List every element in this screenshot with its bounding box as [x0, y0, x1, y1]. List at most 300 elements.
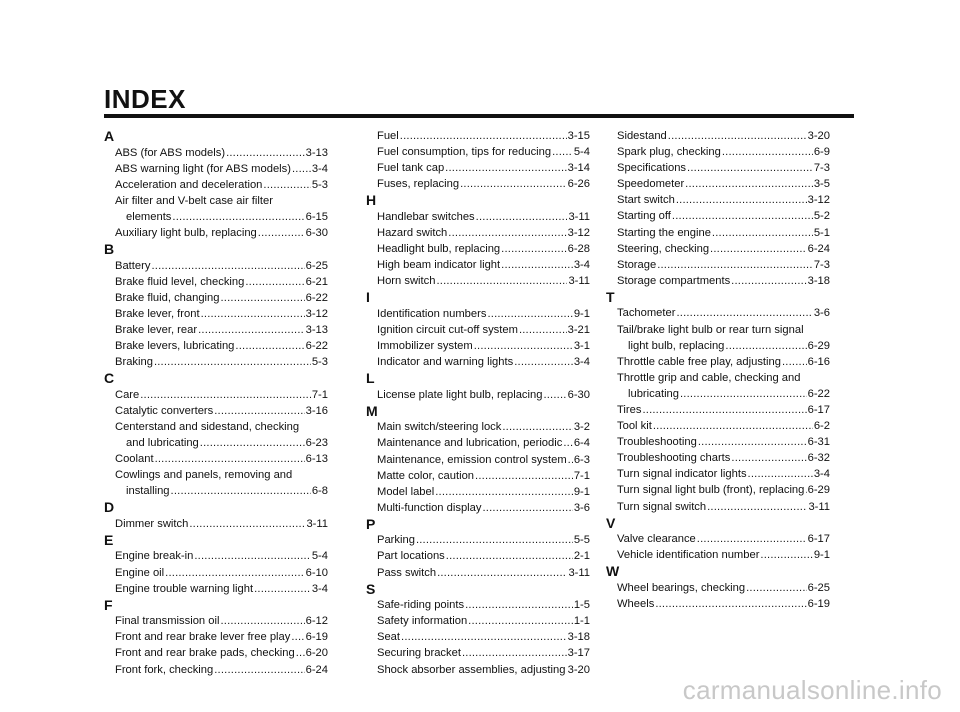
- index-entry[interactable]: [366, 500, 590, 516]
- index-entry-text: Multi-function display: [377, 501, 482, 514]
- index-entry-line: [115, 419, 328, 435]
- index-entry[interactable]: [606, 176, 830, 192]
- index-entry[interactable]: [366, 484, 590, 500]
- index-entry-text: Safe-riding points: [377, 599, 465, 612]
- page-number[interactable]: 3-1: [573, 340, 590, 353]
- index-entry-line: [115, 645, 328, 661]
- dot-leader: [655, 596, 806, 612]
- page-number[interactable]: 6-24: [305, 663, 328, 676]
- dot-leader: [401, 629, 567, 645]
- page-number[interactable]: 3-11: [808, 500, 830, 513]
- index-entry-line: [377, 176, 590, 192]
- dot-leader: [725, 338, 806, 354]
- index-letter-heading: I: [366, 289, 370, 306]
- index-entry[interactable]: [606, 305, 830, 321]
- page-number[interactable]: 5-3: [311, 356, 328, 369]
- index-entry-text: Front and rear brake pads, checking: [115, 647, 295, 660]
- index-entry-text: Fuel: [377, 130, 399, 142]
- page-number[interactable]: 3-17: [567, 647, 590, 660]
- index-entry[interactable]: [366, 209, 590, 225]
- index-entry-text: Matte color, caution: [377, 469, 475, 482]
- dot-leader: [291, 629, 304, 645]
- page-number[interactable]: 6-24: [807, 242, 830, 255]
- dot-leader: [475, 468, 573, 484]
- index-entry-text: Start switch: [617, 194, 675, 207]
- index-entry-line: [617, 322, 830, 338]
- dot-leader: [200, 435, 305, 451]
- index-entry[interactable]: [366, 322, 590, 338]
- page-number[interactable]: 3-20: [807, 130, 830, 142]
- page-number[interactable]: 3-6: [573, 501, 590, 514]
- index-entry-line: [617, 434, 830, 450]
- index-entry[interactable]: [366, 452, 590, 468]
- page-number[interactable]: 6-15: [305, 210, 328, 223]
- page-number[interactable]: 3-4: [573, 259, 590, 272]
- index-entry-line: [377, 500, 590, 516]
- dot-leader: [296, 645, 305, 661]
- watermark: carmanualsonline.info: [682, 675, 942, 705]
- page-number[interactable]: 7-3: [813, 162, 830, 175]
- index-entry-text: Coolant: [115, 453, 154, 466]
- dot-leader: [707, 499, 807, 515]
- dot-leader: [722, 144, 813, 160]
- index-entry[interactable]: [366, 645, 590, 661]
- page-number[interactable]: 6-12: [305, 615, 328, 628]
- index-entry-text: Tail/brake light bulb or rear turn signal: [617, 323, 804, 336]
- index-entry[interactable]: [104, 419, 328, 451]
- page-number[interactable]: 6-25: [807, 581, 830, 594]
- page-number[interactable]: 9-1: [573, 485, 590, 498]
- index-entry-line: [617, 338, 830, 354]
- page-number[interactable]: 6-21: [305, 275, 328, 288]
- index-entry[interactable]: [104, 629, 328, 645]
- dot-leader: [482, 500, 572, 516]
- index-entry-text: Storage compartments: [617, 274, 731, 287]
- page-number[interactable]: 6-19: [305, 631, 328, 644]
- index-entry-text: Part locations: [377, 550, 445, 563]
- page-number[interactable]: 5-1: [813, 226, 830, 239]
- index-entry-text: Storage: [617, 258, 657, 271]
- index-entry-line: [115, 565, 328, 581]
- page-number[interactable]: 3-12: [567, 226, 590, 239]
- index-entry-line: [377, 241, 590, 257]
- index-entry-text: Maintenance and lubrication, periodic: [377, 437, 563, 450]
- index-entry[interactable]: [366, 306, 590, 322]
- index-entry[interactable]: [104, 145, 328, 161]
- dot-leader: [519, 322, 567, 338]
- index-entry[interactable]: [366, 160, 590, 176]
- index-entry[interactable]: [606, 547, 830, 563]
- page-number[interactable]: 7-1: [573, 469, 590, 482]
- index-entry-line: [377, 273, 590, 289]
- index-entry-text: Tachometer: [617, 307, 676, 320]
- index-entry-text: Handlebar switches: [377, 210, 475, 223]
- index-entry-line: [377, 435, 590, 451]
- index-entry-text: Brake lever, front: [115, 307, 200, 320]
- page-number[interactable]: 6-30: [567, 388, 590, 401]
- dot-leader: [151, 258, 304, 274]
- index-entry[interactable]: [104, 387, 328, 403]
- page-number[interactable]: 6-22: [807, 387, 830, 400]
- index-entry[interactable]: [606, 580, 830, 596]
- index-entry[interactable]: [606, 257, 830, 273]
- dot-leader: [292, 161, 311, 177]
- index-entry-line: [617, 225, 830, 241]
- index-entry[interactable]: [104, 290, 328, 306]
- index-entry-line: [115, 338, 328, 354]
- index-letter-heading: E: [104, 531, 114, 548]
- page-number[interactable]: 6-32: [807, 452, 830, 465]
- page-number[interactable]: 6-19: [807, 597, 830, 610]
- page-number[interactable]: 3-12: [807, 194, 830, 207]
- index-entry[interactable]: [104, 193, 328, 225]
- dot-leader: [514, 354, 573, 370]
- index-entry-line: [377, 128, 590, 144]
- index-entry-line: [115, 548, 328, 564]
- index-entry[interactable]: [606, 241, 830, 257]
- index-entry-line: [115, 322, 328, 338]
- index-entry[interactable]: [366, 435, 590, 451]
- page-number[interactable]: 7-1: [311, 388, 328, 401]
- page-number[interactable]: 3-18: [807, 274, 830, 287]
- page-number[interactable]: 1-1: [573, 615, 590, 628]
- index-entry[interactable]: [606, 273, 830, 289]
- dot-leader: [563, 435, 572, 451]
- index-entry-text: Specifications: [617, 162, 687, 175]
- index-entry-line: [377, 225, 590, 241]
- page-number[interactable]: 9-1: [573, 307, 590, 320]
- index-entry[interactable]: [104, 258, 328, 274]
- index-entry-text: Immobilizer system: [377, 340, 473, 353]
- index-entry[interactable]: [104, 581, 328, 597]
- index-entry-line: [377, 387, 590, 403]
- index-entry[interactable]: [366, 257, 590, 273]
- index-entry-text: Dimmer switch: [115, 517, 189, 530]
- index-entry-line: [377, 532, 590, 548]
- dot-leader: [672, 208, 813, 224]
- page-number[interactable]: 6-2: [813, 420, 830, 433]
- index-entry[interactable]: [104, 516, 328, 532]
- index-entry-text: Throttle cable free play, adjusting: [617, 355, 781, 368]
- page-number[interactable]: 6-8: [311, 485, 328, 498]
- page-number[interactable]: 6-30: [305, 226, 328, 239]
- index-entry[interactable]: [366, 629, 590, 645]
- index-entry[interactable]: [104, 161, 328, 177]
- dot-leader: [687, 160, 813, 176]
- page-number[interactable]: 6-22: [305, 340, 328, 353]
- page-number[interactable]: 3-2: [573, 421, 590, 434]
- page-number[interactable]: 3-4: [311, 582, 328, 595]
- index-entry[interactable]: [606, 596, 830, 612]
- index-entry-line: [377, 452, 590, 468]
- dot-leader: [214, 403, 304, 419]
- dot-leader: [155, 451, 305, 467]
- index-entry[interactable]: [606, 531, 830, 547]
- index-entry[interactable]: [606, 208, 830, 224]
- index-entry[interactable]: [104, 322, 328, 338]
- index-entry-text: Parking: [377, 534, 415, 547]
- page-number[interactable]: 6-23: [305, 437, 328, 449]
- index-entry[interactable]: [104, 306, 328, 322]
- page-number[interactable]: 6-29: [807, 484, 830, 497]
- index-entry[interactable]: [366, 338, 590, 354]
- dot-leader: [445, 160, 566, 176]
- index-entry[interactable]: [366, 144, 590, 160]
- index-entry-line: [617, 450, 830, 466]
- index-entry-text: Steering, checking: [617, 242, 710, 255]
- dot-leader: [653, 418, 813, 434]
- page-number[interactable]: 3-11: [568, 210, 590, 223]
- index-entry-text: Turn signal indicator lights: [617, 468, 747, 481]
- page-number[interactable]: 6-17: [807, 404, 830, 416]
- index-entry-text: installing: [126, 485, 170, 498]
- dot-leader: [400, 128, 567, 144]
- page-number[interactable]: 3-11: [568, 275, 590, 288]
- page-number[interactable]: 9-1: [813, 549, 830, 562]
- dot-leader: [220, 613, 304, 629]
- dot-leader: [731, 450, 806, 466]
- index-entry[interactable]: [104, 354, 328, 370]
- page-number[interactable]: 3-21: [567, 323, 590, 336]
- page-number[interactable]: 3-4: [573, 356, 590, 369]
- page-number[interactable]: 3-12: [305, 307, 328, 320]
- index-entry-line: [377, 209, 590, 225]
- index-entry-text: Troubleshooting: [617, 436, 697, 449]
- index-entry[interactable]: [606, 225, 830, 241]
- index-entry-text: Brake levers, lubricating: [115, 340, 235, 353]
- index-entry-line: [115, 662, 328, 678]
- index-entry[interactable]: [104, 548, 328, 564]
- index-entry-text: Turn signal light bulb (front), replacing: [617, 484, 805, 497]
- index-entry[interactable]: [366, 548, 590, 564]
- index-entry[interactable]: [606, 499, 830, 515]
- index-entry-text: High beam indicator light: [377, 259, 501, 272]
- index-entry[interactable]: [606, 482, 830, 498]
- index-entry-text: Air filter and V-belt case air filter: [115, 194, 273, 207]
- index-entry[interactable]: [606, 128, 830, 144]
- page-number[interactable]: 5-3: [311, 178, 328, 191]
- index-entry[interactable]: [104, 177, 328, 193]
- page-number[interactable]: 3-13: [305, 323, 328, 336]
- index-entry-text: Brake lever, rear: [115, 323, 198, 336]
- dot-leader: [657, 257, 813, 273]
- page-number[interactable]: 6-22: [305, 291, 328, 304]
- index-entry-line: [115, 613, 328, 629]
- dot-leader: [552, 144, 573, 160]
- index-entry[interactable]: [104, 565, 328, 581]
- index-entry[interactable]: [606, 322, 830, 354]
- page-number[interactable]: 6-16: [807, 355, 830, 368]
- index-entry-text: ABS warning light (for ABS models): [115, 162, 291, 175]
- index-entry-text: Vehicle identification number: [617, 549, 760, 562]
- index-entry[interactable]: [366, 565, 590, 581]
- index-entry[interactable]: [366, 225, 590, 241]
- index-entry-text: Fuel tank cap: [377, 162, 445, 175]
- page-number[interactable]: 3-11: [568, 566, 590, 579]
- index-entry[interactable]: [366, 613, 590, 629]
- index-entry[interactable]: [366, 532, 590, 548]
- index-letter-heading: M: [366, 402, 378, 419]
- index-entry[interactable]: [366, 128, 590, 144]
- page-title: INDEX: [104, 84, 186, 114]
- title-rule: [104, 114, 854, 118]
- page-number[interactable]: 6-28: [567, 243, 590, 256]
- dot-leader: [501, 257, 573, 273]
- index-entry-text: Acceleration and deceleration: [115, 178, 263, 191]
- index-entry-text: Engine oil: [115, 566, 165, 579]
- index-entry-line: [115, 467, 328, 483]
- page-number[interactable]: 3-5: [813, 178, 830, 191]
- index-entry-text: Fuses, replacing: [377, 178, 460, 191]
- index-entry[interactable]: [366, 662, 590, 678]
- index-entry[interactable]: [104, 274, 328, 290]
- index-entry[interactable]: [366, 273, 590, 289]
- index-entry-line: [617, 482, 830, 498]
- index-entry-text: Ignition circuit cut-off system: [377, 323, 518, 336]
- index-entry-text: Fuel consumption, tips for reducing: [377, 146, 552, 159]
- index-entry[interactable]: [606, 434, 830, 450]
- index-entry[interactable]: [366, 387, 590, 403]
- page-number[interactable]: 3-4: [813, 468, 830, 481]
- index-entry-line: [115, 209, 328, 225]
- index-entry-line: [377, 548, 590, 564]
- index-entry-line: [115, 354, 328, 370]
- index-entry[interactable]: [606, 418, 830, 434]
- index-entry-text: elements: [126, 210, 172, 223]
- page-number[interactable]: 3-4: [311, 162, 328, 175]
- page-number[interactable]: 6-25: [305, 259, 328, 272]
- index-entry-text: Centerstand and sidestand, checking: [115, 420, 300, 433]
- page-number[interactable]: 6-13: [305, 453, 328, 466]
- index-entry-text: Headlight bulb, replacing: [377, 243, 501, 256]
- index-letter-heading: V: [606, 514, 616, 531]
- page-number[interactable]: 2-1: [573, 550, 590, 563]
- dot-leader: [194, 548, 310, 564]
- page-number[interactable]: 3-20: [567, 663, 590, 676]
- page-number[interactable]: 3-18: [567, 631, 590, 644]
- dot-leader: [220, 290, 304, 306]
- index-entry[interactable]: [366, 597, 590, 613]
- index-entry[interactable]: [104, 338, 328, 354]
- dot-leader: [676, 305, 812, 321]
- index-entry[interactable]: [366, 176, 590, 192]
- dot-leader: [172, 209, 304, 225]
- index-entry[interactable]: [606, 466, 830, 482]
- index-letter-heading: T: [606, 288, 615, 305]
- index-entry[interactable]: [606, 354, 830, 370]
- dot-leader: [487, 306, 572, 322]
- page-number[interactable]: 6-29: [807, 339, 830, 352]
- index-entry[interactable]: [606, 370, 830, 402]
- index-entry-line: [377, 468, 590, 484]
- index-entry[interactable]: [104, 451, 328, 467]
- page-number[interactable]: 6-3: [573, 453, 590, 466]
- page-number[interactable]: 3-16: [305, 404, 328, 417]
- index-entry-text: Indicator and warning lights: [377, 356, 514, 369]
- dot-leader: [226, 145, 305, 161]
- page-number[interactable]: 5-4: [311, 550, 328, 563]
- page-number[interactable]: 6-26: [567, 178, 590, 191]
- dot-leader: [805, 482, 806, 498]
- dot-leader: [642, 402, 806, 418]
- dot-leader: [460, 176, 567, 192]
- index-entry[interactable]: [104, 645, 328, 661]
- index-entry[interactable]: [366, 468, 590, 484]
- index-entry-text: Engine break-in: [115, 550, 194, 563]
- index-entry[interactable]: [104, 403, 328, 419]
- index-entry-line: [377, 662, 590, 678]
- index-letter-heading: F: [104, 596, 113, 613]
- page-number[interactable]: 6-10: [305, 566, 328, 579]
- index-letter-heading: A: [104, 128, 115, 144]
- page-number[interactable]: 3-14: [567, 162, 590, 175]
- page-number[interactable]: 5-5: [573, 534, 590, 547]
- index-entry-line: [115, 629, 328, 645]
- index-entry-text: Tires: [617, 404, 642, 416]
- index-entry[interactable]: [606, 402, 830, 418]
- index-entry-line: [115, 516, 328, 532]
- index-entry[interactable]: [606, 160, 830, 176]
- index-entry-line: [617, 547, 830, 563]
- index-entry[interactable]: [366, 354, 590, 370]
- index-entry[interactable]: [104, 225, 328, 241]
- index-entry-line: [377, 306, 590, 322]
- index-entry-text: Spark plug, checking: [617, 146, 721, 159]
- index-entry[interactable]: [366, 419, 590, 435]
- index-entry-text: Starting off: [617, 210, 671, 223]
- index-letter-heading: D: [104, 499, 115, 516]
- page-number[interactable]: 3-6: [813, 307, 830, 320]
- page-number[interactable]: 3-11: [306, 517, 328, 530]
- page-number[interactable]: 6-17: [807, 533, 830, 546]
- page-number[interactable]: 6-9: [813, 146, 830, 159]
- index-entry-text: Wheels: [617, 597, 655, 610]
- index-letter-heading: H: [366, 192, 377, 209]
- index-entry[interactable]: [606, 144, 830, 160]
- index-entry-line: [377, 354, 590, 370]
- index-entry[interactable]: [104, 662, 328, 678]
- index-entry-line: [617, 386, 830, 402]
- dot-leader: [502, 419, 572, 435]
- index-entry[interactable]: [104, 467, 328, 499]
- dot-leader: [214, 662, 304, 678]
- index-entry[interactable]: [366, 241, 590, 257]
- index-entry-line: [115, 403, 328, 419]
- page-number[interactable]: 6-31: [807, 436, 830, 449]
- page-number[interactable]: 5-2: [813, 210, 830, 223]
- dot-leader: [171, 483, 311, 499]
- index-entry-text: ABS (for ABS models): [115, 146, 226, 159]
- index-entry[interactable]: [606, 450, 830, 466]
- page-number[interactable]: 3-13: [305, 146, 328, 159]
- index-entry-line: [377, 565, 590, 581]
- index-letter-heading: C: [104, 370, 115, 387]
- page-number[interactable]: 7-3: [813, 258, 830, 271]
- index-entry-text: Tool kit: [617, 420, 652, 433]
- page-number[interactable]: 5-4: [573, 146, 590, 159]
- index-entry-line: [617, 499, 830, 515]
- page-number[interactable]: 6-20: [305, 647, 328, 660]
- page-number[interactable]: 3-15: [567, 130, 590, 142]
- index-entry[interactable]: [104, 613, 328, 629]
- dot-leader: [476, 209, 568, 225]
- index-entry[interactable]: [606, 192, 830, 208]
- page-number[interactable]: 1-5: [573, 599, 590, 612]
- dot-leader: [746, 580, 806, 596]
- index-entry-text: Troubleshooting charts: [617, 452, 731, 465]
- index-entry-text: Safety information: [377, 615, 468, 628]
- page-number[interactable]: 6-4: [573, 437, 590, 450]
